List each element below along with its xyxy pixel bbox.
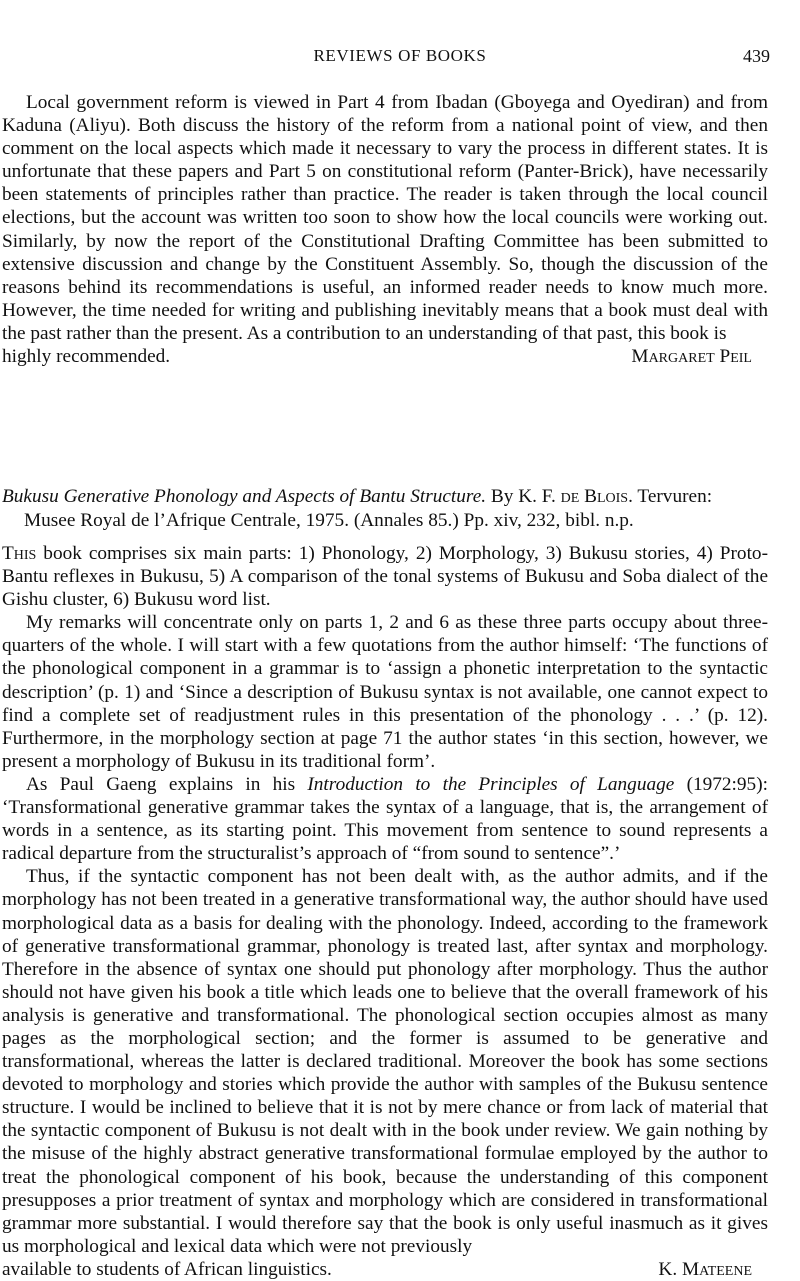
review-paragraph-3-after: (1972:95): ‘Transformational generative grammar takes the syntax of a language, that is, the arrangement of words in a sentence, as its starting point. This movement from sentence to sound represents a radical departure from the structuralist’s approach of “from sound to sentence”.’ xyxy=(2,773,768,865)
review-paragraph-4: Thus, if the syntactic component has not been dealt with, as the author admits, and if the morphology has not been treated in a generative transformational way, the author should have used morphological data as a basis for dealing with the phonology. Indeed, according to the framework of generative transformational grammar, phonology is treated last, after syntax and morphology. Therefore in the absence of syntax one should put phonology after morphology. Thus the author should not have given his book a title which leads one to believe that the overall framework of his analysis is generative and transformational. The phonological section occupies almost as many pages as the morphological section; and the former is assumed to be generative and transformational, whereas the latter is declared traditional. Moreover the book has some sections devoted to morphology and stories which provide the author with samples of the Bukusu sentence structure. I would be inclined to believe that it is not by mere chance or from lack of material that the syntactic component of Bukusu is not dealt with in the book under review. We gain nothing by the misuse of the highly abstract generative transformational formulae employed by the author to treat the phonological component of his book, because the understanding of this component presupposes a prior treatment of syntax and morphology which are considered in transformational grammar more substantial. I would therefore say that the book is only useful inasmuch as it gives us morphological and lexical data which were not previously xyxy=(2,866,768,1257)
review-paragraph-3 xyxy=(2,773,768,865)
review-lead-word: This xyxy=(2,543,37,564)
book-author-prefix: By K. F. xyxy=(490,486,556,507)
review-paragraph-3-before: As Paul Gaeng explains in his xyxy=(26,773,308,795)
book-citation xyxy=(2,485,768,533)
reviewer-signature: Margaret Peil xyxy=(631,346,752,368)
book-title: Bukusu Generative Phonology and Aspects of Bantu Structure. xyxy=(2,486,487,507)
page-header xyxy=(0,44,800,72)
review-paragraph-1-text: book comprises six main parts: 1) Phonology, 2) Morphology, 3) Bukusu stories, 4) Proto-Bantu reflexes in Bukusu, 5) A comparison of the tonal systems of Bukusu and Soba dialect of the Gishu cluster, 6) Bukusu word list. xyxy=(2,543,768,611)
book-author-surname: de Blois xyxy=(560,486,629,507)
review-body xyxy=(2,542,768,1281)
review-paragraph-2: My remarks will concentrate only on parts 1, 2 and 6 as these three parts occupy about three-quarters of the whole. I will start with a few quotations from the author himself: ‘The functions of the phonological component in a grammar is to ‘assign a phonetic interpretation to the syntactic description’ (p. 1) and ‘Since a description of Bukusu syntax is not available, one cannot expect to find a complete set of readjustment rules in this presentation of the phonology . . .’ (p. 12). Furthermore, in the morphology section at page 71 the author states ‘in this section, however, we present a morphology of Bukusu in its traditional form’. xyxy=(2,612,768,772)
book-place: . Tervuren: xyxy=(628,486,713,507)
page-number: 439 xyxy=(743,46,770,66)
previous-review-closing-line xyxy=(2,345,768,368)
review-paragraph-1 xyxy=(2,542,768,611)
reviewer-signature-2: K. Mateene xyxy=(658,1258,752,1280)
book-publication-details: Musee Royal de l’Afrique Centrale, 1975. (Annales 85.) Pp. xiv, 232, bibl. n.p. xyxy=(24,510,634,531)
review-last-line: available to students of African linguistics. xyxy=(2,1258,332,1280)
previous-review-paragraph-text: Local government reform is viewed in Part 4 from Ibadan (Gboyega and Oyediran) and from Kaduna (Aliyu). Both discuss the history of the reform from a national point of view, and then comment on the local aspects which made it necessary to vary the process in different states. It is unfortunate that these papers and Part 5 on constitutional reform (Panter-Brick), have necessarily been statements of principles rather than practice. The reader is taken through the local council elections, but the account was written too soon to show how the local councils were working out. Similarly, by now the report of the Constitutional Drafting Committee has been submitted to extensive discussion and change by the Constituent Assembly. So, though the discussion of the reasons behind its recommendations is useful, an informed reader needs to know much more. However, the time needed for writing and publishing inevitably means that a book must deal with the past rather than the present. As a contribution to an understanding of that past, this book is xyxy=(2,92,768,344)
previous-review-last-line: highly recommended. xyxy=(2,346,171,368)
running-head: REVIEWS OF BOOKS xyxy=(313,46,487,65)
previous-review-paragraph xyxy=(2,91,768,345)
cited-book-title: Introduction to the Principles of Language xyxy=(307,773,675,795)
review-closing-line xyxy=(2,1258,768,1281)
previous-review-ending xyxy=(2,91,768,368)
